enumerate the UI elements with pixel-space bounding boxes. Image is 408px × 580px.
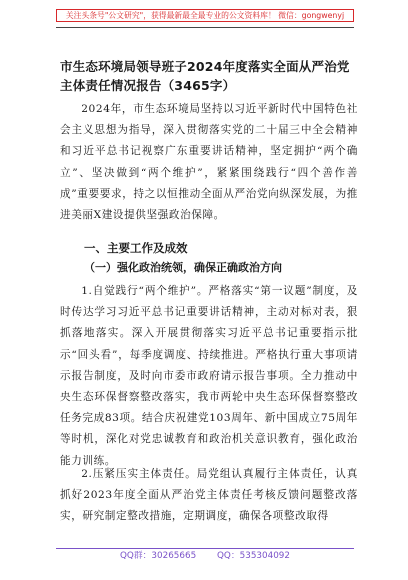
document-title: 市生态环境局领导班子2024年度落实全面从严治党主体责任情况报告（3465字） — [60, 59, 350, 93]
intro-text: 2024年，市生态环境局坚持以习近平新时代中国特色社会主义思想为指导，深入贯彻落实党的二十届三中全会精神和习近平总书记视察广东重要讲话精神，坚定拥护“两个确立”、坚决做到“两个维护”，紧紧围绕践行“四个善作善成”重要要求，持之以恒推动全面从严治党向纵深发展，为推进美丽X建设提供坚强政治保障。 — [60, 103, 358, 222]
intro-paragraph — [60, 99, 358, 226]
footer-contact-banner — [56, 548, 354, 564]
footer-qq-group: QQ群：30265665 — [119, 551, 197, 561]
item-1-text: 1.自觉践行“两个维护”。严格落实“第一议题”制度，及时传达学习习近平总书记重要讲话精神，主动对标对表，狠抓落地落实。深入开展贯彻落实习近平总书记重要指示批示“回头看”，每季度调度、持续推进。严格执行重大事项请示报告制度，及时向市委市政府请示报告事项。全力推动中央生态环保督察整改落实，我市两轮中央生态环保督察整改任务完成83项。结合庆祝建党103周年、新中国成立75周年等时机，深化对党忠诚教育和政治机关意识教育，强化政治能力训练。 — [60, 285, 358, 467]
subsection-heading-political: （一）强化政治统领，确保正确政治方向 — [84, 261, 282, 274]
header-promo-banner: 关注头条号"公文研究"，获得最新最全最专业的公文资料库！ 微信：gongwenyj — [56, 9, 354, 22]
item-2-text: 2.压紧压实主体责任。局党组认真履行主体责任，认真抓好2023年度全面从严治党主体责任考核反馈问题整改落实，研究制定整改措施，定期调度，确保各项整改取得 — [60, 468, 358, 523]
item-paragraph-1 — [60, 281, 358, 472]
header-divider — [56, 27, 354, 28]
item-paragraph-2 — [60, 464, 358, 528]
section-heading-main-work: 一、主要工作及成效 — [84, 241, 188, 255]
footer-qq-contact: QQ：535304092 — [216, 551, 291, 561]
